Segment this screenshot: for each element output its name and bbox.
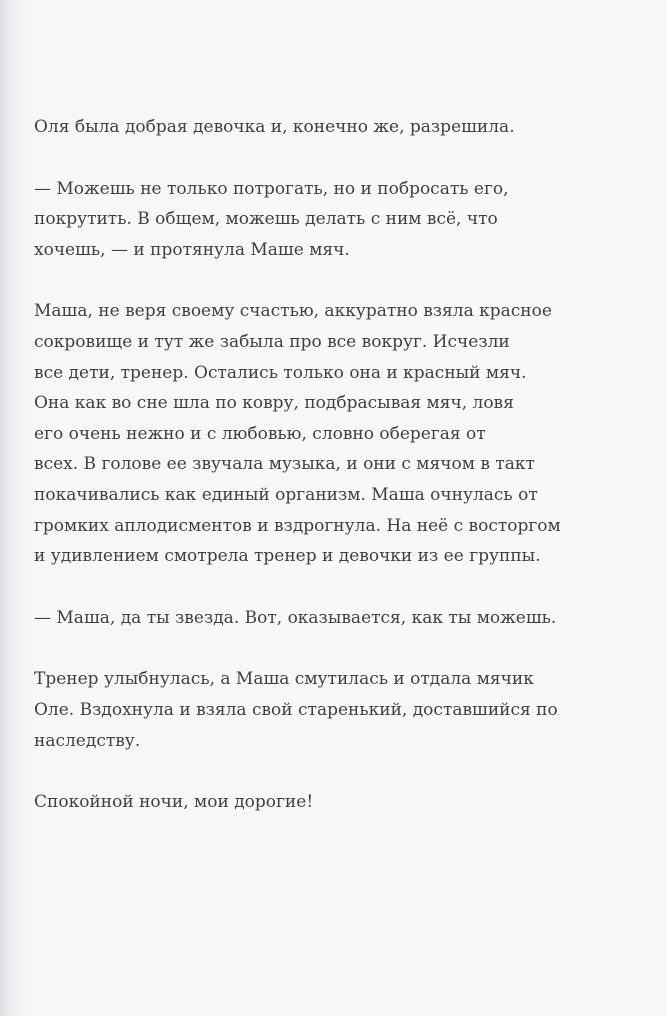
text-line: Маша, не веря своему счастью, аккуратно взяла красное [34,301,552,322]
text-line: всех. В голове ее звучала музыка, и они с мячом в такт [34,454,535,475]
text-line: все дети, тренер. Остались только она и красный мяч. [34,362,527,383]
text-line: Спокойной ночи, мои дорогие! [34,792,314,813]
text-line: Она как во сне шла по ковру, подбрасывая мяч, ловя [34,393,514,414]
text-line: Оля была добрая девочка и, конечно же, разрешила. [34,117,515,137]
text-line: громких аплодисментов и вздрогнула. На неё с восторгом [34,515,561,536]
text-line: — Можешь не только потрогать, но и побросать его, [34,178,509,199]
paragraph-1 [34,112,634,143]
paragraph-4 [34,603,634,634]
text-line: — Маша, да ты звезда. Вот, оказывается, как ты можешь. [34,607,557,628]
text-line: Тренер улыбнулась, а Маша смутилась и отдала мячик [34,669,534,690]
paragraph-2 [34,174,634,266]
text-line: его очень нежно и с любовью, словно оберегая от [34,423,486,444]
paragraph-6 [34,787,634,818]
text-line: сокровище и тут же забыла про все вокруг. Исчезли [34,331,510,352]
paragraph-3 [34,296,634,571]
text-line: Оле. Вздохнула и взяла свой старенький, доставшийся по [34,699,558,720]
text-line: хочешь, — и протянула Маше мяч. [34,239,350,260]
text-line: наследству. [34,730,141,751]
paragraph-5 [34,664,634,756]
text-line: покачивались как единый организм. Маша очнулась от [34,484,538,505]
page-text [34,112,634,849]
text-line: и удивлением смотрела тренер и девочки из ее группы. [34,546,541,567]
text-line: покрутить. В общем, можешь делать с ним всё, что [34,209,498,230]
